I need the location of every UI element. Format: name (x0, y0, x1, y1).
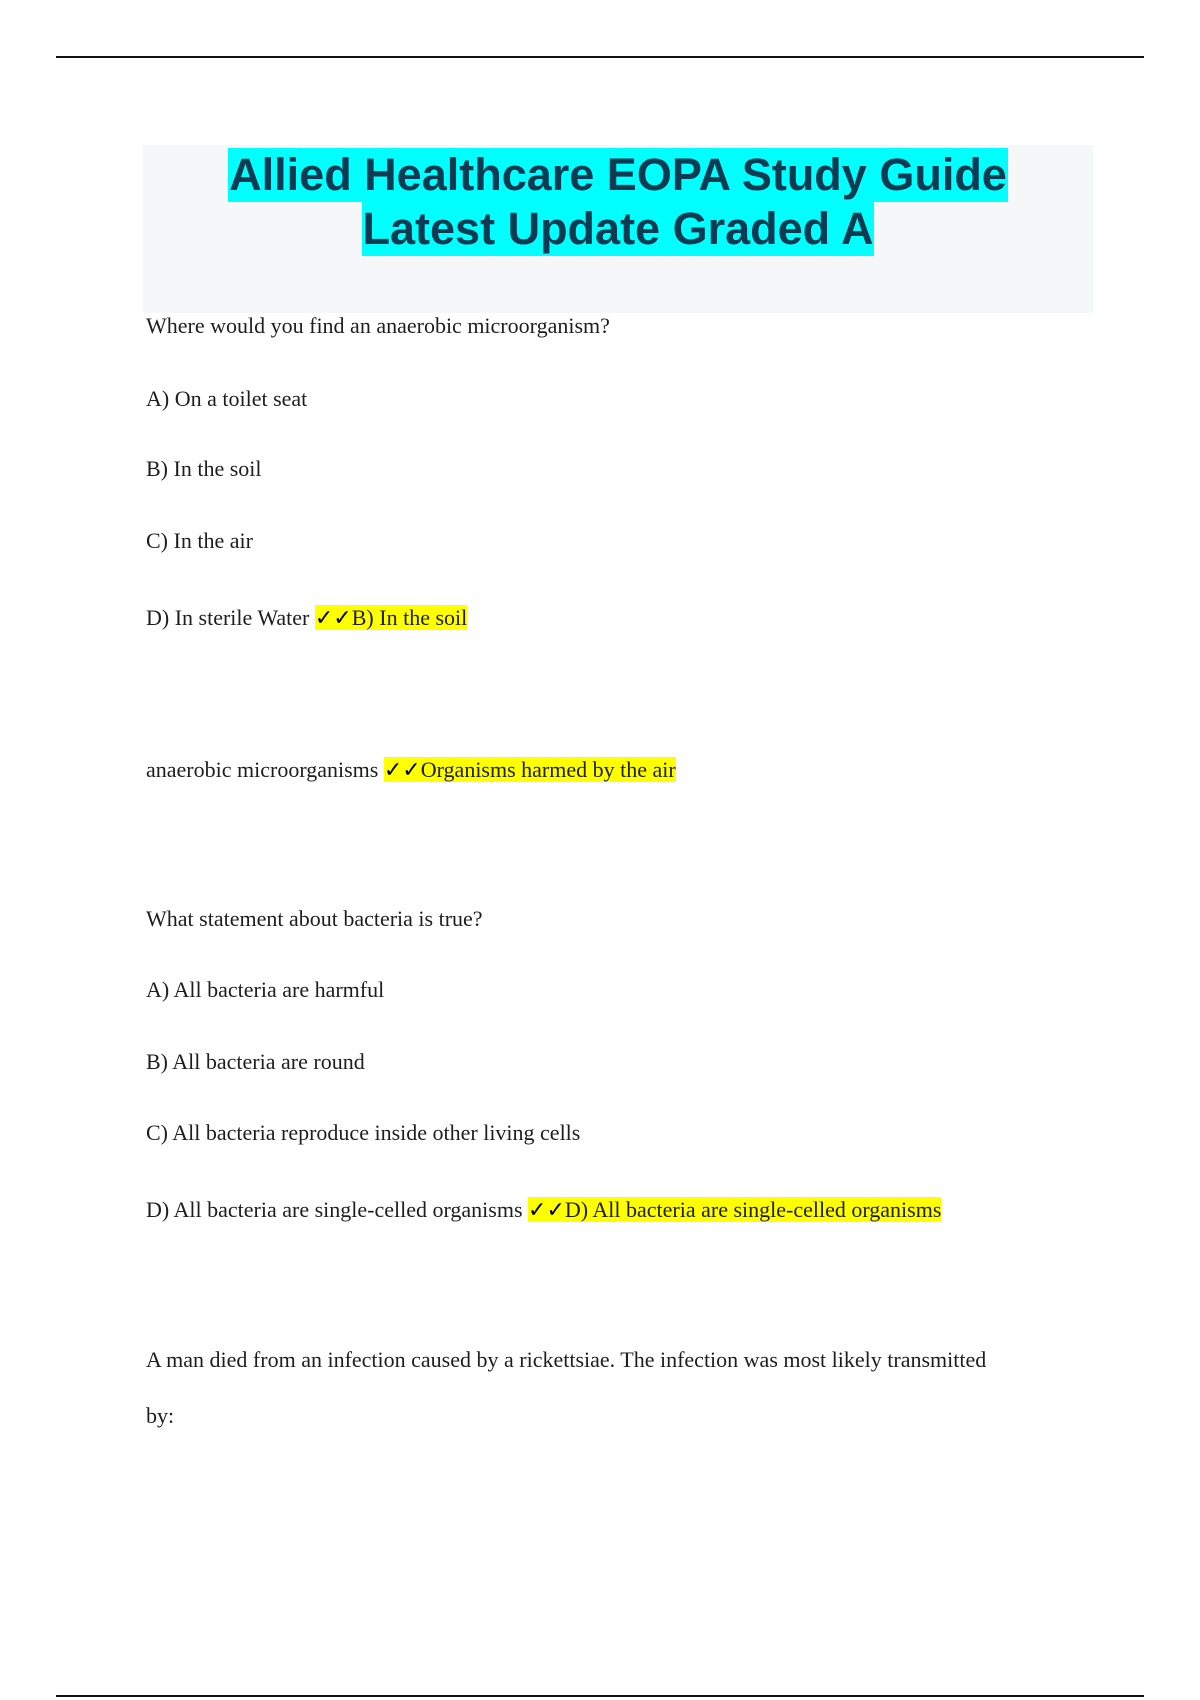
term-1: anaerobic microorganisms (146, 757, 379, 782)
term-1-answer: Organisms harmed by the air (420, 757, 676, 782)
question-2-option-b: B) All bacteria are round (146, 1049, 365, 1074)
title-block (143, 145, 1093, 313)
term-1-row (146, 756, 676, 785)
question-2-option-a: A) All bacteria are harmful (146, 977, 385, 1002)
bottom-rule (56, 1695, 1144, 1697)
question-1-option-d-row (146, 604, 467, 633)
question-1-prompt: Where would you find an anaerobic microorganism? (146, 313, 610, 338)
question-1-answer-highlight (315, 605, 467, 630)
question-3-prompt-line-2: by: (146, 1403, 175, 1428)
question-2-answer: D) All bacteria are single-celled organisms (564, 1197, 942, 1222)
question-2-answer-highlight (528, 1197, 941, 1222)
question-1-option-b: B) In the soil (146, 456, 262, 481)
double-check-icon: ✓✓ (383, 758, 421, 783)
term-1-answer-highlight (384, 757, 676, 782)
top-rule (56, 56, 1144, 58)
question-2-option-c: C) All bacteria reproduce inside other living cells (146, 1120, 581, 1145)
question-1-answer: B) In the soil (351, 605, 468, 630)
question-1-option-a: A) On a toilet seat (146, 386, 308, 411)
question-1-option-c: C) In the air (146, 528, 253, 553)
question-3-prompt-line-1: A man died from an infection caused by a rickettsiae. The infection was most likely transmitted (146, 1347, 987, 1372)
question-2-prompt: What statement about bacteria is true? (146, 906, 483, 931)
question-1-option-d: D) In sterile Water (146, 605, 310, 630)
question-2-option-d: D) All bacteria are single-celled organisms (146, 1197, 523, 1222)
double-check-icon: ✓✓ (528, 1198, 565, 1223)
document-title-line-1: Allied Healthcare EOPA Study Guide (229, 149, 1007, 200)
document-title-line-2: Latest Update Graded A (362, 203, 874, 254)
question-2-option-d-row (146, 1196, 941, 1225)
double-check-icon: ✓✓ (314, 606, 352, 631)
